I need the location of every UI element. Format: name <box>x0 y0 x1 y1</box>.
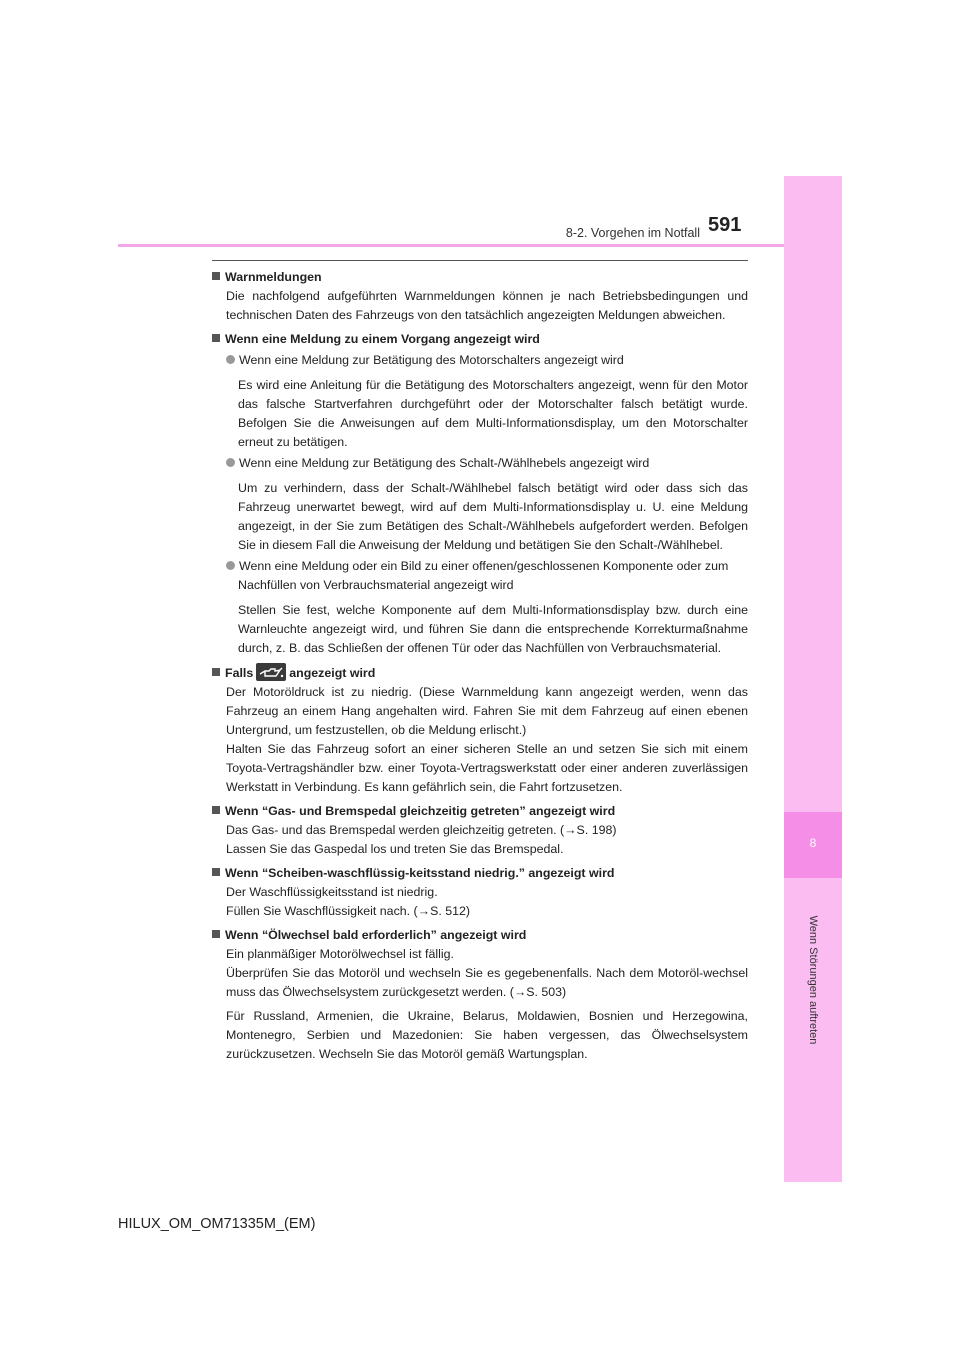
paragraph: Halten Sie das Fahrzeug sofort an einer sicheren Stelle an und setzen Sie sich mit einem Toyota-Vertragshändler bzw. einer Toyota-Vertragswerkstatt oder einer anderen zuverlässigen Werkstatt in Verbindung. Es kann gefährlich sein, die Fahrt fortzusetzen. <box>226 742 748 794</box>
main-content <box>212 268 748 1064</box>
square-bullet-icon <box>212 334 220 342</box>
heading-oeldruck: Falls angezeigt wird <box>212 663 748 683</box>
page-number: 591 <box>708 214 742 236</box>
paragraph: Ein planmäßiger Motorölwechsel ist fällig. <box>226 947 454 961</box>
section-title: 8-2. Vorgehen im Notfall <box>565 226 700 240</box>
square-bullet-icon <box>212 806 220 814</box>
paragraph: Der Motoröldruck ist zu niedrig. (Diese Warnmeldung kann angezeigt werden, wenn das Fahrzeug an einem Hang angehalten wird. Fahren Sie mit dem Fahrzeug auf einen ebenen Untergrund, um festzustellen, ob die Meldung erlischt.) <box>226 685 748 737</box>
bullet-waehlhebel: Wenn eine Meldung zur Betätigung des Schalt-/Wählhebels angezeigt wird <box>212 454 748 473</box>
heading-oelwechsel: Wenn “Ölwechsel bald erforderlich” angezeigt wird <box>212 926 748 945</box>
circle-bullet-icon <box>226 458 235 467</box>
paragraph: Um zu verhindern, dass der Schalt-/Wählhebel falsch betätigt wird oder dass sich das Fahrzeug unerwartet bewegt, wird auf dem Multi-Informationsdisplay u. U. eine Meldung angezeigt, in der Sie zum Betätigen des Schalt-/Wählhebels aufgefordert werden. Befolgen Sie in diesem Fall die Anweisung der Meldung und betätigen Sie den Schalt-/Wählhebel. <box>238 481 748 552</box>
paragraph: Für Russland, Armenien, die Ukraine, Belarus, Moldawien, Bosnien und Herzegowina, Montenegro, Serbien und Mazedonien: Sie haben vergessen, das Ölwechselsystem zurückzusetzen. Wechseln Sie das Motoröl gemäß Wartungsplan. <box>226 1009 748 1061</box>
oil-pressure-warning-icon <box>256 663 286 681</box>
paragraph: Die nachfolgend aufgeführten Warnmeldungen können je nach Betriebsbedingungen und technischen Daten des Fahrzeugs von den tatsächlich angezeigten Meldungen abweichen. <box>226 289 748 322</box>
heading-warnmeldungen: Warnmeldungen <box>212 268 748 287</box>
bullet-komponente: Wenn eine Meldung oder ein Bild zu einer offenen/geschlossenen Komponente oder zum Nachfüllen von Verbrauchsmaterial angezeigt wird <box>212 557 748 595</box>
chapter-number: 8 <box>809 836 817 850</box>
square-bullet-icon <box>212 930 220 938</box>
header-line <box>118 244 784 247</box>
heading-pedale: Wenn “Gas- und Bremspedal gleichzeitig getreten” angezeigt wird <box>212 802 748 821</box>
paragraph: Es wird eine Anleitung für die Betätigung des Motorschalters angezeigt, wenn für den Motor das falsche Startverfahren durchgeführt oder der Motorschalter falsch betätigt wurde. Befolgen Sie die Anweisungen auf dem Multi-Informationsdisplay, um den Motorschalter erneut zu betätigen. <box>238 378 748 449</box>
heading-waschfluessigkeit: Wenn “Scheiben-waschflüssig-keitsstand niedrig.” angezeigt wird <box>212 864 748 883</box>
paragraph: Stellen Sie fest, welche Komponente auf dem Multi-Informationsdisplay bzw. durch eine Warnleuchte angezeigt wird, und führen Sie dann die entsprechende Korrekturmaßnahme durch, z. B. das Schließen der offenen Tür oder das Nachfüllen von Verbrauchsmaterial. <box>238 603 748 655</box>
bullet-motorschalter: Wenn eine Meldung zur Betätigung des Motorschalters angezeigt wird <box>212 351 748 370</box>
chapter-number-box <box>784 812 842 878</box>
paragraph: Füllen Sie Waschflüssigkeit nach. (→S. 512) <box>226 904 471 918</box>
square-bullet-icon <box>212 668 220 676</box>
paragraph: Lassen Sie das Gaspedal los und treten Sie das Bremspedal. <box>226 842 564 856</box>
square-bullet-icon <box>212 272 220 280</box>
circle-bullet-icon <box>226 355 235 364</box>
heading-vorgang: Wenn eine Meldung zu einem Vorgang angezeigt wird <box>212 330 748 349</box>
paragraph: Der Waschflüssigkeitsstand ist niedrig. <box>226 885 438 899</box>
divider <box>212 260 748 261</box>
circle-bullet-icon <box>226 561 235 570</box>
chapter-label: Wenn Störungen auftreten <box>807 915 819 1045</box>
paragraph: Überprüfen Sie das Motoröl und wechseln Sie es gegebenenfalls. Nach dem Motoröl-wechsel muss das Ölwechselsystem zurückgesetzt werden. (→S. 503) <box>226 966 748 999</box>
footer-code: HILUX_OM_OM71335M_(EM) <box>118 1216 316 1232</box>
paragraph: Das Gas- und das Bremspedal werden gleichzeitig getreten. (→S. 198) <box>226 823 617 837</box>
square-bullet-icon <box>212 868 220 876</box>
